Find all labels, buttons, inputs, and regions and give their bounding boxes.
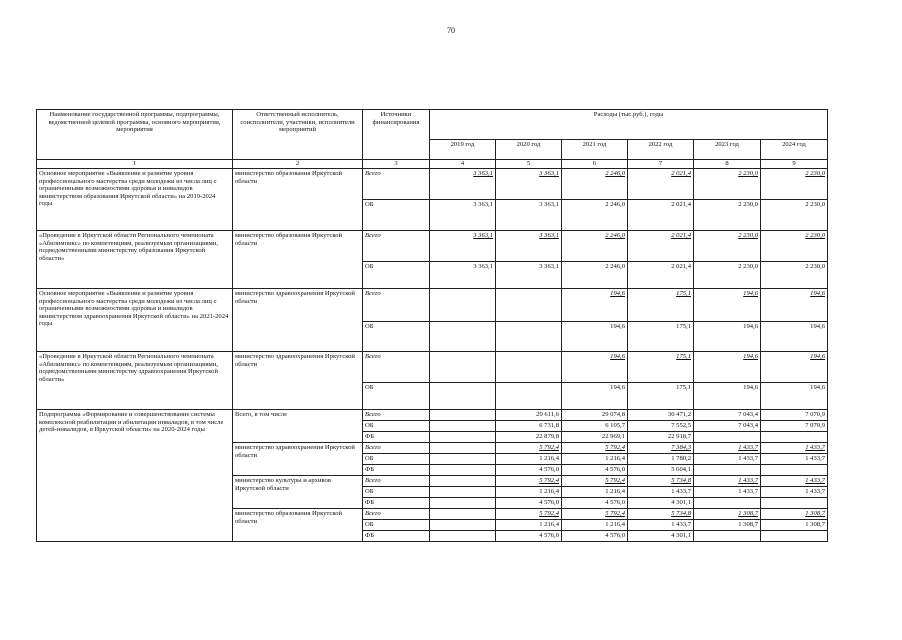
amount-cell: 22 918,7 bbox=[628, 432, 694, 443]
amount-cell: 1 780,2 bbox=[628, 454, 694, 465]
amount-cell: 1 216,4 bbox=[562, 454, 628, 465]
amount-cell: 1 308,7 bbox=[694, 520, 761, 531]
funding-source: Всего bbox=[363, 476, 430, 487]
amount-cell: 5 792,4 bbox=[562, 476, 628, 487]
amount-cell: 2 230,0 bbox=[761, 169, 828, 200]
funding-source: Всего bbox=[363, 169, 430, 200]
amount-cell: 2 021,4 bbox=[628, 262, 694, 289]
amount-cell: 5 792,4 bbox=[496, 476, 562, 487]
header-year: 2020 год bbox=[496, 140, 562, 160]
amount-cell: 2 230,0 bbox=[694, 231, 761, 262]
column-index: 1 bbox=[37, 160, 233, 169]
header-name: Наименование государственной программы, подпрограммы, ведомственной целевой программы, основного мероприятия, мероприятия bbox=[37, 110, 233, 160]
amount-cell: 194,6 bbox=[761, 322, 828, 352]
amount-cell: 4 301,1 bbox=[628, 531, 694, 542]
header-expenses: Расходы (тыс.руб.), годы bbox=[430, 110, 828, 140]
amount-cell: 29 611,6 bbox=[496, 410, 562, 421]
funding-source: ФБ bbox=[363, 432, 430, 443]
table-body bbox=[37, 169, 828, 542]
amount-cell bbox=[430, 487, 496, 498]
amount-cell: 3 363,1 bbox=[496, 169, 562, 200]
amount-cell bbox=[496, 322, 562, 352]
funding-source: ОБ bbox=[363, 421, 430, 432]
amount-cell: 22 969,1 bbox=[562, 432, 628, 443]
amount-cell: 4 576,0 bbox=[562, 498, 628, 509]
amount-cell bbox=[430, 410, 496, 421]
funding-source: Всего bbox=[363, 410, 430, 421]
amount-cell: 6 105,7 bbox=[562, 421, 628, 432]
measure-name: Подпрограмма «Формирование и совершенствование системы комплексной реабилитации и абилитации инвалидов, в том числе детей-инвалидов, в Иркутской области» на 2020-2024 годы bbox=[37, 410, 233, 542]
amount-cell: 5 734,8 bbox=[628, 509, 694, 520]
header-year: 2023 год bbox=[694, 140, 761, 160]
amount-cell bbox=[430, 465, 496, 476]
funding-source: ОБ bbox=[363, 520, 430, 531]
funding-source: ОБ bbox=[363, 454, 430, 465]
funding-source: ОБ bbox=[363, 487, 430, 498]
executor-name: министерство образования Иркутской области bbox=[233, 231, 363, 289]
amount-cell: 1 308,7 bbox=[694, 509, 761, 520]
funding-source: ОБ bbox=[363, 322, 430, 352]
column-index: 5 bbox=[496, 160, 562, 169]
executor-name: министерство культуры и архивов Иркутской области bbox=[233, 476, 363, 509]
amount-cell: 194,6 bbox=[761, 352, 828, 383]
amount-cell: 194,6 bbox=[562, 352, 628, 383]
amount-cell bbox=[430, 454, 496, 465]
amount-cell: 29 074,8 bbox=[562, 410, 628, 421]
measure-name: Основное мероприятие «Выявление и развитие уровня профессионального мастерства среди молодежи из числа лиц с ограниченными возможностями здоровья и инвалидов министерством здравоохранения Иркутской области» на 2021-2024 годы bbox=[37, 289, 233, 352]
amount-cell bbox=[496, 383, 562, 410]
column-index: 7 bbox=[628, 160, 694, 169]
funding-source: ФБ bbox=[363, 531, 430, 542]
amount-cell: 1 433,7 bbox=[761, 454, 828, 465]
header-year: 2024 год bbox=[761, 140, 828, 160]
amount-cell: 4 576,0 bbox=[496, 531, 562, 542]
amount-cell: 3 363,1 bbox=[430, 231, 496, 262]
header-year: 2019 год bbox=[430, 140, 496, 160]
table-row bbox=[37, 231, 828, 262]
amount-cell bbox=[761, 531, 828, 542]
amount-cell bbox=[430, 289, 496, 322]
amount-cell bbox=[430, 509, 496, 520]
funding-source: ОБ bbox=[363, 383, 430, 410]
amount-cell bbox=[430, 498, 496, 509]
table-row bbox=[37, 289, 828, 322]
amount-cell: 3 363,1 bbox=[496, 200, 562, 231]
amount-cell: 1 308,7 bbox=[761, 509, 828, 520]
amount-cell: 1 216,4 bbox=[496, 454, 562, 465]
amount-cell: 194,6 bbox=[562, 289, 628, 322]
amount-cell: 30 471,2 bbox=[628, 410, 694, 421]
amount-cell: 1 433,7 bbox=[694, 476, 761, 487]
funding-source: ОБ bbox=[363, 200, 430, 231]
amount-cell bbox=[430, 432, 496, 443]
funding-source: Всего bbox=[363, 509, 430, 520]
amount-cell: 194,6 bbox=[694, 352, 761, 383]
amount-cell: 6 731,8 bbox=[496, 421, 562, 432]
amount-cell: 1 433,7 bbox=[761, 443, 828, 454]
amount-cell: 3 363,1 bbox=[430, 262, 496, 289]
executor-name: министерство образования Иркутской области bbox=[233, 169, 363, 231]
amount-cell: 1 433,7 bbox=[628, 487, 694, 498]
amount-cell bbox=[430, 443, 496, 454]
amount-cell: 7 043,4 bbox=[694, 421, 761, 432]
amount-cell: 1 433,7 bbox=[628, 520, 694, 531]
amount-cell bbox=[761, 465, 828, 476]
amount-cell bbox=[694, 432, 761, 443]
amount-cell: 3 363,1 bbox=[430, 200, 496, 231]
page-number: 70 bbox=[447, 26, 455, 35]
amount-cell bbox=[430, 476, 496, 487]
executor-name: министерство здравоохранения Иркутской области bbox=[233, 352, 363, 410]
amount-cell bbox=[430, 322, 496, 352]
amount-cell: 1 433,7 bbox=[694, 443, 761, 454]
amount-cell bbox=[694, 498, 761, 509]
amount-cell: 5 604,1 bbox=[628, 465, 694, 476]
amount-cell: 3 363,1 bbox=[496, 231, 562, 262]
amount-cell: 2 246,0 bbox=[562, 262, 628, 289]
amount-cell: 1 308,7 bbox=[761, 520, 828, 531]
amount-cell: 4 576,0 bbox=[496, 498, 562, 509]
amount-cell: 1 216,4 bbox=[496, 487, 562, 498]
amount-cell: 5 792,4 bbox=[562, 443, 628, 454]
amount-cell bbox=[761, 498, 828, 509]
amount-cell: 194,6 bbox=[694, 383, 761, 410]
amount-cell: 175,1 bbox=[628, 289, 694, 322]
header-year: 2021 год bbox=[562, 140, 628, 160]
table-row bbox=[37, 352, 828, 383]
amount-cell: 1 216,4 bbox=[496, 520, 562, 531]
amount-cell: 2 021,4 bbox=[628, 200, 694, 231]
amount-cell bbox=[430, 352, 496, 383]
amount-cell: 2 230,0 bbox=[761, 262, 828, 289]
table-row bbox=[37, 410, 828, 421]
amount-cell: 3 363,1 bbox=[496, 262, 562, 289]
amount-cell: 22 879,8 bbox=[496, 432, 562, 443]
measure-name: «Проведение в Иркутской области Регионального чемпионата «Абилимпикс» по компетенциям, реализуемым организациями, подведомственными министерству здравоохранения Иркутской области» bbox=[37, 352, 233, 410]
amount-cell: 7 070,9 bbox=[761, 410, 828, 421]
amount-cell: 5 734,8 bbox=[628, 476, 694, 487]
amount-cell bbox=[694, 531, 761, 542]
amount-cell: 7 384,3 bbox=[628, 443, 694, 454]
amount-cell: 175,1 bbox=[628, 352, 694, 383]
amount-cell bbox=[496, 352, 562, 383]
amount-cell: 175,1 bbox=[628, 383, 694, 410]
amount-cell: 7 043,4 bbox=[694, 410, 761, 421]
amount-cell: 2 230,0 bbox=[694, 169, 761, 200]
executor-name: министерство здравоохранения Иркутской области bbox=[233, 443, 363, 476]
amount-cell: 2 230,0 bbox=[694, 262, 761, 289]
amount-cell: 2 230,0 bbox=[761, 200, 828, 231]
amount-cell: 194,6 bbox=[694, 322, 761, 352]
amount-cell: 194,6 bbox=[562, 322, 628, 352]
amount-cell: 7 552,5 bbox=[628, 421, 694, 432]
column-index: 4 bbox=[430, 160, 496, 169]
amount-cell: 2 021,4 bbox=[628, 231, 694, 262]
amount-cell: 5 792,4 bbox=[562, 509, 628, 520]
column-index: 8 bbox=[694, 160, 761, 169]
amount-cell: 1 433,7 bbox=[761, 487, 828, 498]
executor-name: Всего, в том числе bbox=[233, 410, 363, 443]
amount-cell: 1 433,7 bbox=[761, 476, 828, 487]
amount-cell: 194,6 bbox=[562, 383, 628, 410]
measure-name: Основное мероприятие «Выявление и развитие уровня профессионального мастерства среди молодежи из числа лиц с ограниченными возможностями здоровья и инвалидов министерством образования Иркутской области» на 2019-2024 годы bbox=[37, 169, 233, 231]
amount-cell bbox=[430, 421, 496, 432]
amount-cell: 2 246,0 bbox=[562, 200, 628, 231]
header-executor: Ответственный исполнитель, соисполнители, участники, исполнители мероприятий bbox=[233, 110, 363, 160]
amount-cell bbox=[430, 383, 496, 410]
header-year: 2022 год bbox=[628, 140, 694, 160]
amount-cell bbox=[496, 289, 562, 322]
amount-cell: 7 070,9 bbox=[761, 421, 828, 432]
amount-cell: 1 216,4 bbox=[562, 487, 628, 498]
amount-cell bbox=[430, 531, 496, 542]
amount-cell: 4 576,0 bbox=[562, 465, 628, 476]
amount-cell: 2 230,0 bbox=[694, 200, 761, 231]
funding-source: ФБ bbox=[363, 465, 430, 476]
table-row bbox=[37, 169, 828, 200]
measure-name: «Проведение в Иркутской области Регионального чемпионата «Абилимпикс» по компетенциям, реализуемым организациями, подведомственными министерству образования Иркутской области» bbox=[37, 231, 233, 289]
funding-source: Всего bbox=[363, 443, 430, 454]
amount-cell: 1 433,7 bbox=[694, 487, 761, 498]
amount-cell: 2 246,0 bbox=[562, 169, 628, 200]
amount-cell: 194,6 bbox=[694, 289, 761, 322]
amount-cell: 2 230,0 bbox=[761, 231, 828, 262]
column-index: 2 bbox=[233, 160, 363, 169]
amount-cell: 175,1 bbox=[628, 322, 694, 352]
executor-name: министерство образования Иркутской области bbox=[233, 509, 363, 542]
funding-source: Всего bbox=[363, 352, 430, 383]
header-sources: Источники финансирования bbox=[363, 110, 430, 160]
amount-cell: 5 792,4 bbox=[496, 509, 562, 520]
amount-cell: 5 792,4 bbox=[496, 443, 562, 454]
amount-cell bbox=[761, 432, 828, 443]
amount-cell: 1 433,7 bbox=[694, 454, 761, 465]
amount-cell: 194,6 bbox=[761, 289, 828, 322]
amount-cell: 4 576,0 bbox=[496, 465, 562, 476]
amount-cell: 3 363,1 bbox=[430, 169, 496, 200]
funding-source: Всего bbox=[363, 289, 430, 322]
funding-source: ОБ bbox=[363, 262, 430, 289]
amount-cell: 2 246,0 bbox=[562, 231, 628, 262]
column-index: 9 bbox=[761, 160, 828, 169]
budget-table bbox=[36, 109, 828, 542]
amount-cell: 4 301,1 bbox=[628, 498, 694, 509]
executor-name: министерство здравоохранения Иркутской области bbox=[233, 289, 363, 352]
funding-source: Всего bbox=[363, 231, 430, 262]
amount-cell: 4 576,0 bbox=[562, 531, 628, 542]
funding-source: ФБ bbox=[363, 498, 430, 509]
column-index: 6 bbox=[562, 160, 628, 169]
amount-cell: 194,6 bbox=[761, 383, 828, 410]
amount-cell: 1 216,4 bbox=[562, 520, 628, 531]
amount-cell: 2 021,4 bbox=[628, 169, 694, 200]
column-index: 3 bbox=[363, 160, 430, 169]
amount-cell bbox=[694, 465, 761, 476]
amount-cell bbox=[430, 520, 496, 531]
